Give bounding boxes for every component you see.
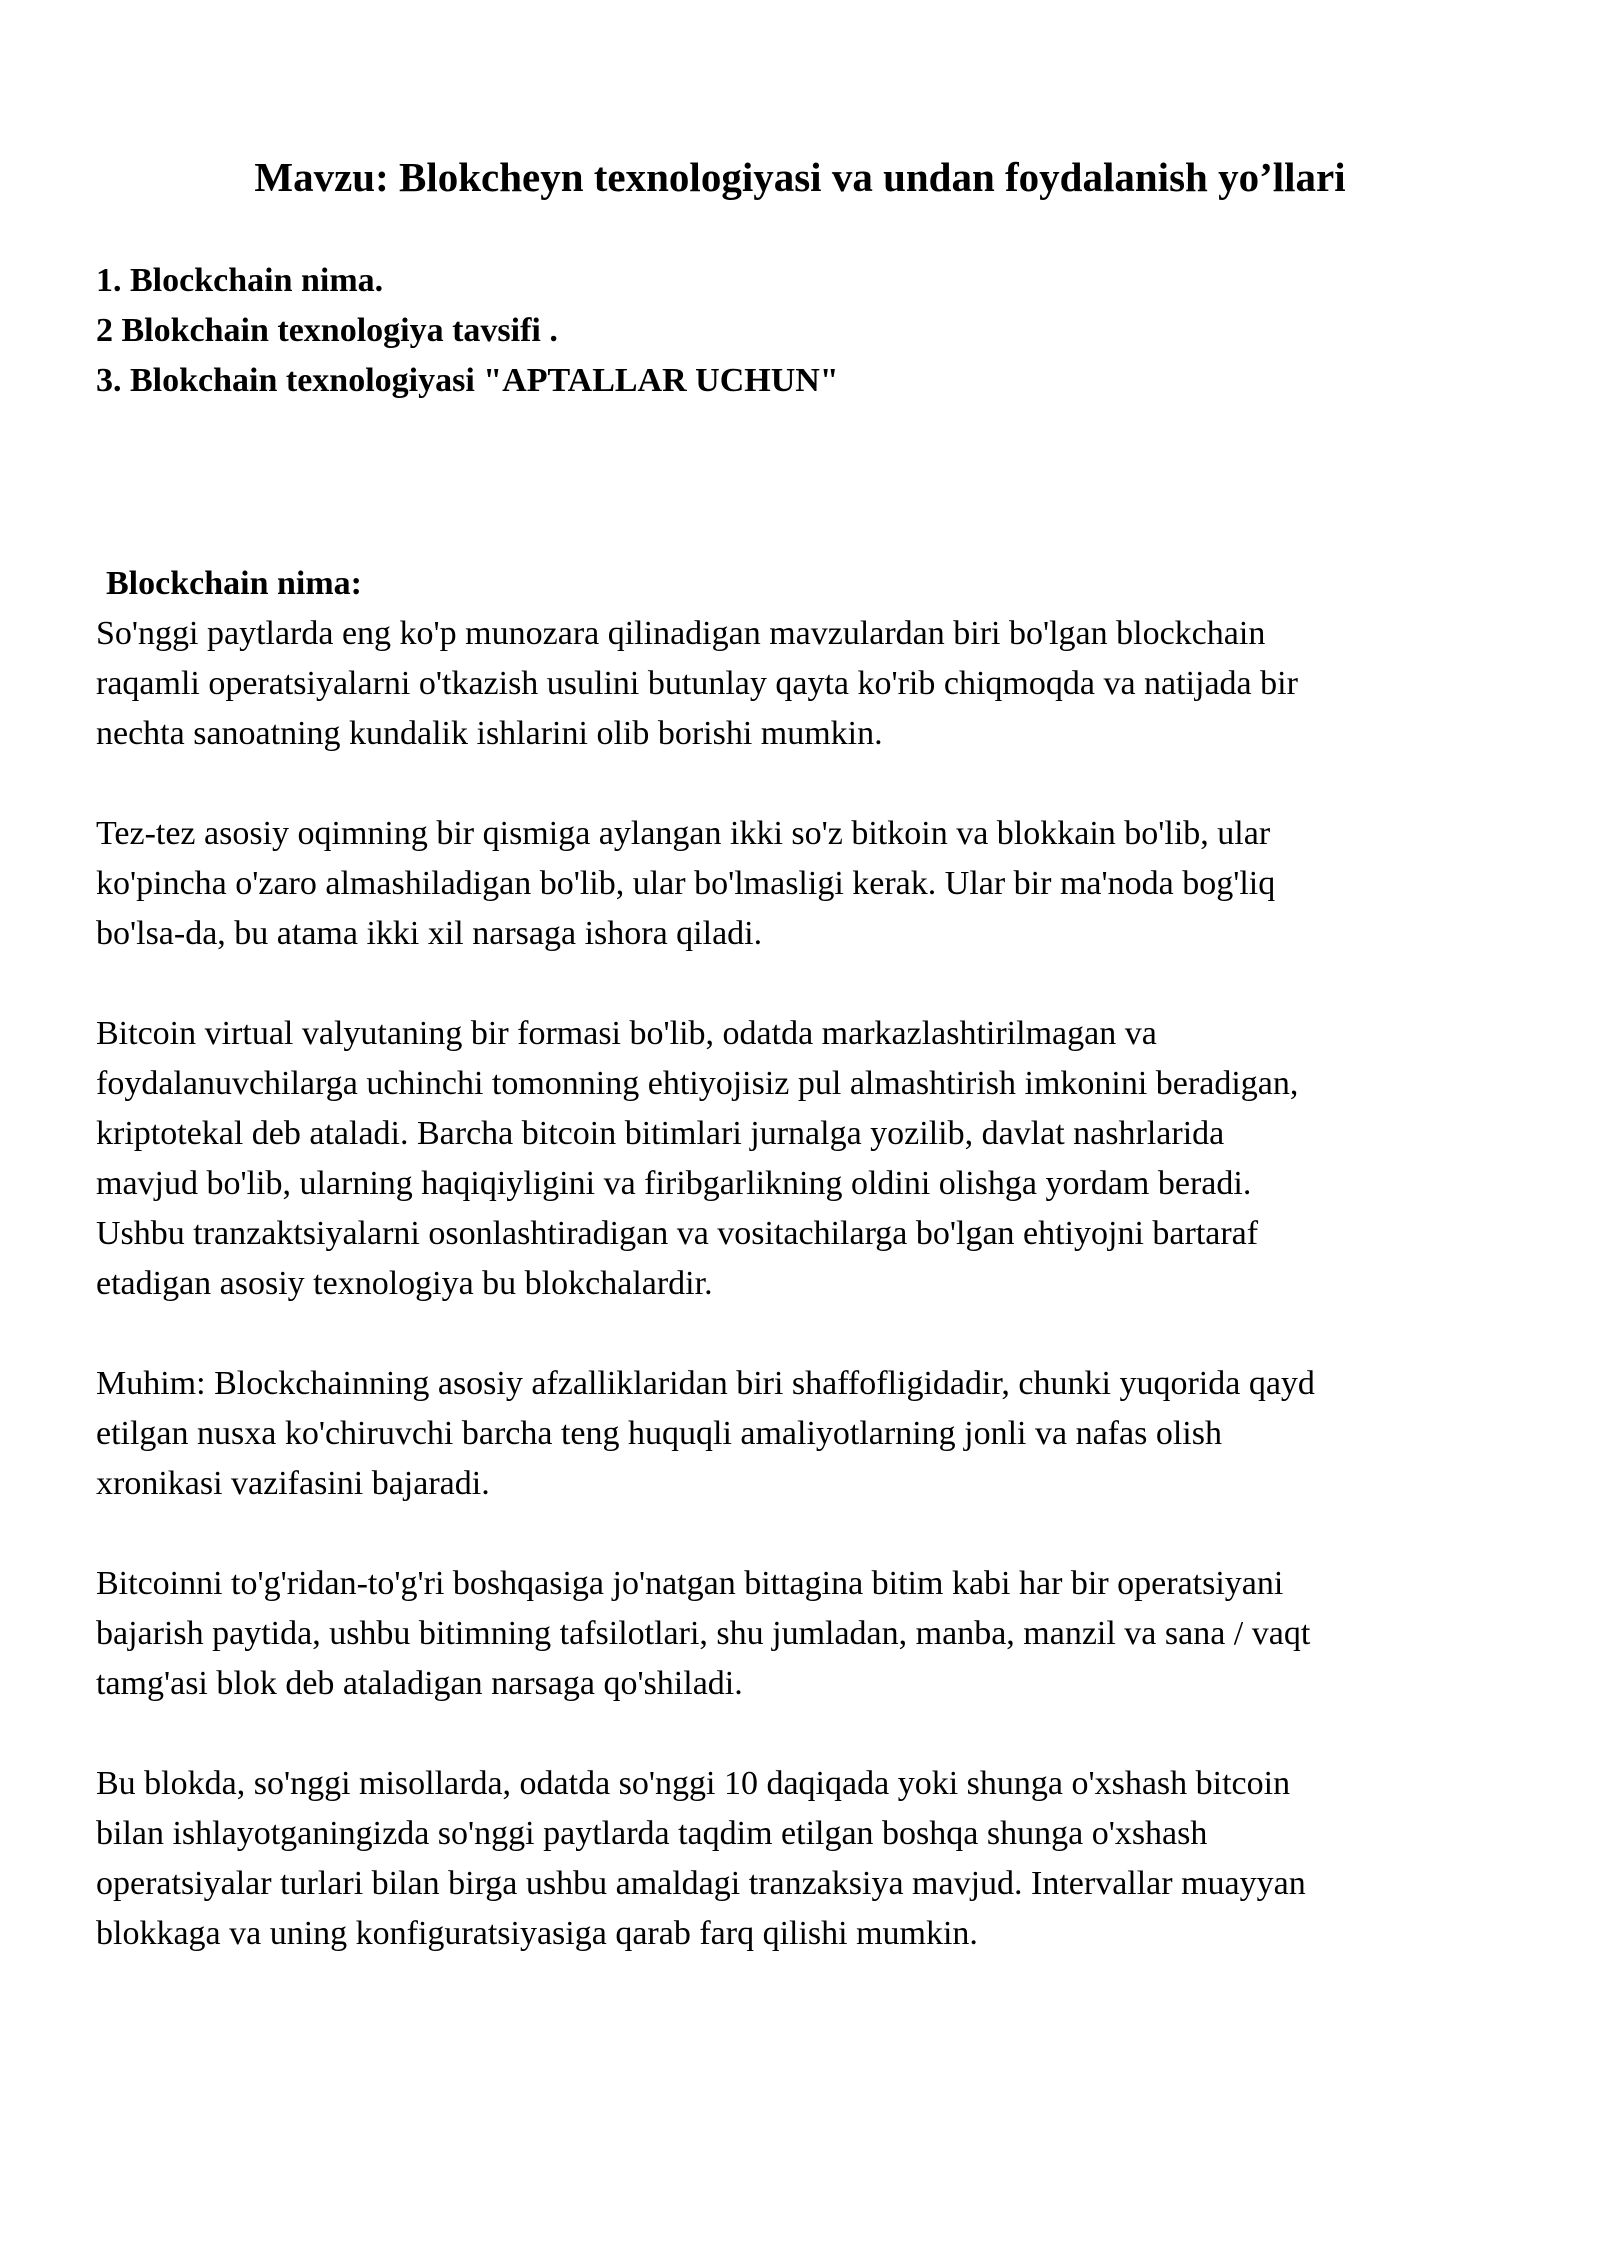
paragraph-line: So'nggi paytlarda eng ko'p munozara qilinadigan mavzulardan biri bo'lgan blockchain [96,615,1266,652]
paragraph-line: xronikasi vazifasini bajaradi. [96,1465,490,1502]
paragraph-line: bajarish paytida, ushbu bitimning tafsilotlari, shu jumladan, manba, manzil va sana / vaqt [96,1615,1311,1652]
paragraph-line: etadigan asosiy texnologiya bu blokchalardir. [96,1265,713,1302]
paragraph-line: bilan ishlayotganingizda so'nggi paytlarda taqdim etilgan boshqa shunga o'xshash [96,1815,1208,1852]
paragraph [96,1559,1516,1709]
paragraph-line: blokkaga va uning konfiguratsiyasiga qarab farq qilishi mumkin. [96,1915,978,1952]
paragraph [96,1759,1516,1959]
paragraph [96,1359,1516,1509]
document-body [96,559,1516,2009]
toc-item: 3. Blokchain texnologiyasi "APTALLAR UCHUN" [96,362,839,399]
paragraph [96,809,1516,959]
paragraph-line: operatsiyalar turlari bilan birga ushbu amaldagi tranzaksiya mavjud. Intervallar muayyan [96,1865,1306,1902]
paragraph-line: foydalanuvchilarga uchinchi tomonning ehtiyojisiz pul almashtirish imkonini beradigan, [96,1065,1299,1102]
section-heading: Blockchain nima: [106,565,362,602]
paragraph-line: Bu blokda, so'nggi misollarda, odatda so'nggi 10 daqiqada yoki shunga o'xshash bitcoin [96,1765,1291,1802]
paragraph-line: Bitcoin virtual valyutaning bir formasi bo'lib, odatda markazlashtirilmagan va [96,1015,1157,1052]
toc-item: 1. Blockchain nima. [96,262,384,299]
paragraph-line: ko'pincha o'zaro almashiladigan bo'lib, ular bo'lmasligi kerak. Ular bir ma'noda bog'liq [96,865,1276,902]
paragraph-line: Tez-tez asosiy oqimning bir qismiga aylangan ikki so'z bitkoin va blokkain bo'lib, ular [96,815,1271,852]
paragraph-line: Muhim: Blockchainning asosiy afzalliklaridan biri shaffofligidadir, chunki yuqorida qayd [96,1365,1315,1402]
paragraph-line: tamg'asi blok deb ataladigan narsaga qo'shiladi. [96,1665,743,1702]
paragraph-line: Bitcoinni to'g'ridan-to'g'ri boshqasiga jo'natgan bittagina bitim kabi har bir operatsiyani [96,1565,1284,1602]
paragraph [96,1009,1516,1309]
paragraph-line: mavjud bo'lib, ularning haqiqiyligini va firibgarlikning oldini olishga yordam beradi. [96,1165,1252,1202]
paragraph-line: raqamli operatsiyalarni o'tkazish usulini butunlay qayta ko'rib chiqmoqda va natijada bir [96,665,1298,702]
paragraph-line: etilgan nusxa ko'chiruvchi barcha teng huquqli amaliyotlarning jonli va nafas olish [96,1415,1222,1452]
document-title: Mavzu: Blokcheyn texnologiyasi va undan foydalanish yo’llari [254,154,1346,200]
paragraph-line: Ushbu tranzaktsiyalarni osonlashtiradigan va vositachilarga bo'lgan ehtiyojni bartaraf [96,1215,1259,1252]
paragraph-line: bo'lsa-da, bu atama ikki xil narsaga ishora qiladi. [96,915,763,952]
table-of-contents [96,256,839,406]
paragraph-line: nechta sanoatning kundalik ishlarini olib borishi mumkin. [96,715,883,752]
paragraph [96,609,1516,759]
toc-item: 2 Blokchain texnologiya tavsifi . [96,312,558,349]
paragraph-line: kriptotekal deb ataladi. Barcha bitcoin bitimlari jurnalga yozilib, davlat nashrlarida [96,1115,1225,1152]
